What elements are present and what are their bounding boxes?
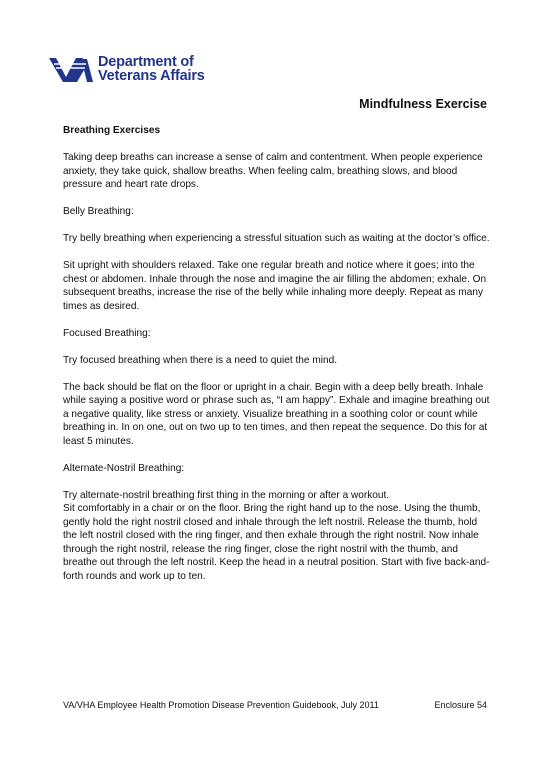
footer-enclosure: Enclosure 54 — [434, 700, 487, 710]
footer-source: VA/VHA Employee Health Promotion Disease Prevention Guidebook, July 2011 — [63, 700, 379, 710]
document-body — [63, 124, 491, 597]
va-seal-icon — [48, 55, 94, 83]
page-footer — [63, 700, 487, 710]
alternate-nostril-line-2: Sit comfortably in a chair or on the floor. Bring the right hand up to the nose. Using the thumb, gently hold the right nostril closed and inhale through the left nostril. Release the thumb, hold the left nostril closed with the ring finger, and then exhale through the right nostril. Now inhale through the right nostril, release the ring finger, close the right nostril with the thumb, and breathe out through the left nostril. Keep the head in a neutral position. Start with five back-and-forth rounds and work up to ten. — [63, 503, 490, 582]
section-heading: Breathing Exercises — [63, 125, 161, 136]
alternate-nostril-paragraph — [63, 489, 491, 584]
alternate-nostril-line-1: Try alternate-nostril breathing first thing in the morning or after a workout. — [63, 489, 390, 501]
logo-line-2: Veterans Affairs — [98, 68, 205, 84]
va-logo — [48, 55, 205, 83]
focused-breathing-paragraph-2: The back should be flat on the floor or upright in a chair. Begin with a deep belly breath. Inhale while saying a positive word or phrase such as, “I am happy”. Exhale and imagine breathing out a negative quality, like stress or anxiety. Visualize breathing in a soothing color or count while breathing in. In on one, out on two up to ten times, and then repeat the sequence. Do this for at least 5 minutes. — [63, 381, 490, 447]
belly-breathing-paragraph-2: Sit upright with shoulders relaxed. Take one regular breath and notice where it goes; into the chest or abdomen. Inhale through the nose and imagine the air filling the abdomen; exhale. On subsequent breaths, increase the rise of the belly while inhaling more deeply. Repeat as many times as desired. — [63, 260, 487, 312]
belly-breathing-paragraph-1: Try belly breathing when experiencing a stressful situation such as waiting at the doctor’s office. — [63, 233, 490, 244]
alternate-nostril-title: Alternate-Nostril Breathing: — [63, 462, 185, 474]
logo-line-1: Department of — [98, 54, 194, 70]
focused-breathing-title: Focused Breathing: — [63, 327, 151, 339]
focused-breathing-paragraph-1: Try focused breathing when there is a need to quiet the mind. — [63, 354, 338, 366]
intro-paragraph: Taking deep breaths can increase a sense of calm and contentment. When people experience anxiety, they take quick, shallow breaths. When feeling calm, breathing slows, and blood pressure and heart rate drops. — [63, 152, 483, 190]
page-title: Mindfulness Exercise — [359, 97, 487, 111]
belly-breathing-title: Belly Breathing: — [63, 206, 134, 217]
